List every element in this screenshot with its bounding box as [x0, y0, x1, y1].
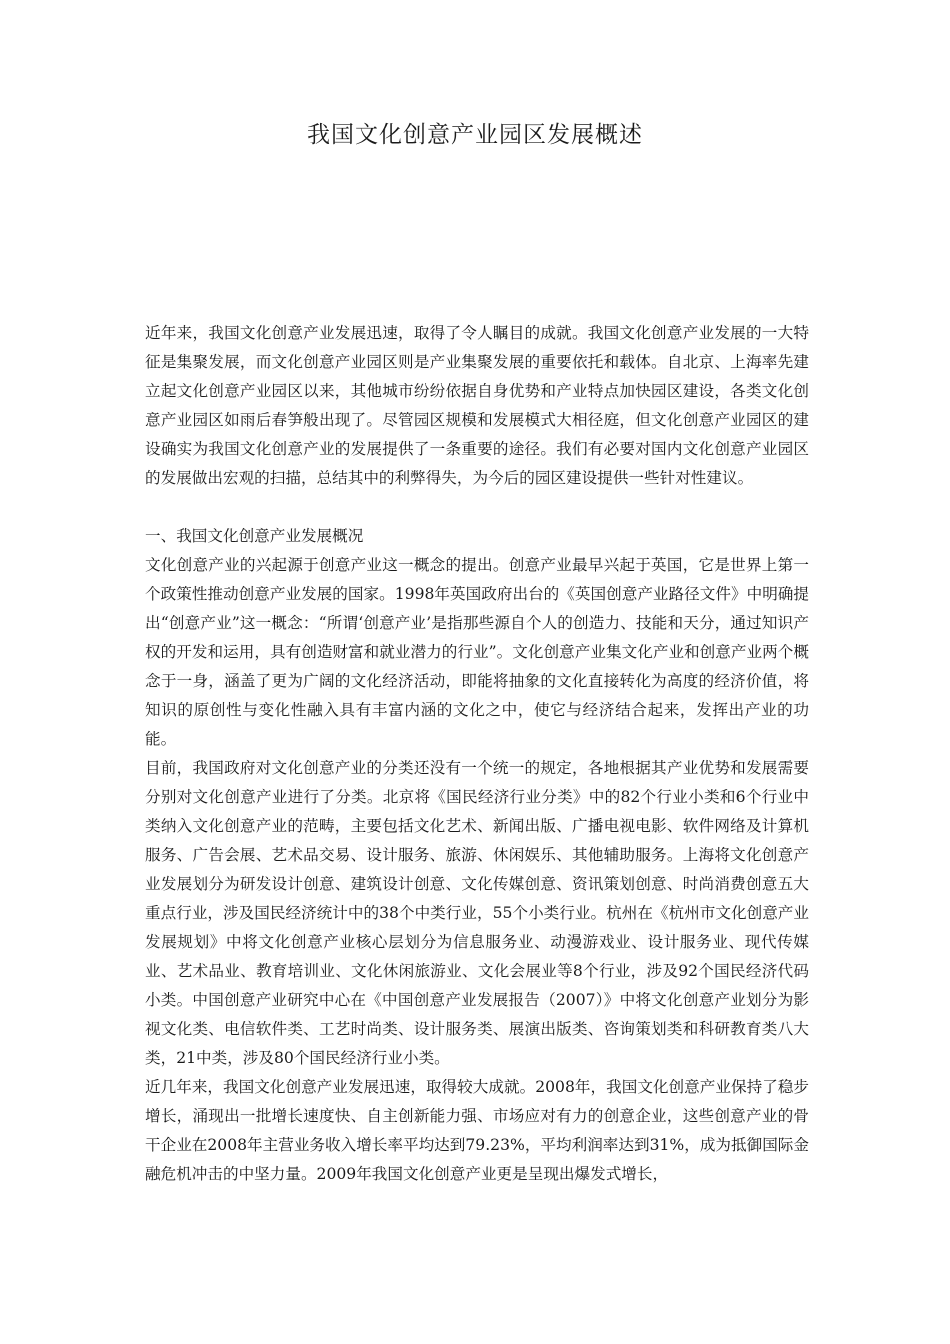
- paragraph-origin: 文化创意产业的兴起源于创意产业这一概念的提出。创意产业最早兴起于英国，它是世界上第一个政策性推动创意产业发展的国家。1998年英国政府出台的《英国创意产业路径文件》中明确提出“创意产业”这一概念：“所谓‘创意产业’是指那些源自个人的创造力、技能和天分，通过知识产权的开发和运用，具有创造财富和就业潜力的行业”。文化创意产业集文化产业和创意产业两个概念于一身，涵盖了更为广阔的文化经济活动，即能将抽象的文化直接转化为高度的经济价值，将知识的原创性与变化性融入具有丰富内涵的文化之中，使它与经济结合起来，发挥出产业的功能。: [145, 556, 809, 748]
- section-heading-1: 一、我国文化创意产业发展概况: [145, 527, 364, 545]
- paragraph-development: 近几年来，我国文化创意产业发展迅速，取得较大成就。2008年，我国文化创意产业保持了稳步增长，涌现出一批增长速度快、自主创新能力强、市场应对有力的创意企业，这些创意产业的骨干企业在2008年主营业务收入增长率平均达到79.23%，平均利润率达到31%，成为抵御国际金融危机冲击的中坚力量。2009年我国文化创意产业更是呈现出爆发式增长，: [145, 1078, 809, 1183]
- paragraph-classification: 目前，我国政府对文化创意产业的分类还没有一个统一的规定，各地根据其产业优势和发展需要分别对文化创意产业进行了分类。北京将《国民经济行业分类》中的82个行业小类和6个行业中类纳入文化创意产业的范畴，主要包括文化艺术、新闻出版、广播电视电影、软件网络及计算机服务、广告会展、艺术品交易、设计服务、旅游、休闲娱乐、其他辅助服务。上海将文化创意产业发展划分为研发设计创意、建筑设计创意、文化传媒创意、资讯策划创意、时尚消费创意五大重点行业，涉及国民经济统计中的38个中类行业，55个小类行业。杭州在《杭州市文化创意产业发展规划》中将文化创意产业核心层划分为信息服务业、动漫游戏业、设计服务业、现代传媒业、艺术品业、教育培训业、文化休闲旅游业、文化会展业等8个行业，涉及92个国民经济代码小类。中国创意产业研究中心在《中国创意产业发展报告（2007）》中将文化创意产业划分为影视文化类、电信软件类、工艺时尚类、设计服务类、展演出版类、咨询策划类和科研教育类八大类，21中类，涉及80个国民经济行业小类。: [145, 759, 809, 1067]
- document-title: 我国文化创意产业园区发展概述: [307, 122, 643, 148]
- document-body: [145, 319, 809, 1189]
- paragraph-intro: 近年来，我国文化创意产业发展迅速，取得了令人瞩目的成就。我国文化创意产业发展的一大特征是集聚发展，而文化创意产业园区则是产业集聚发展的重要依托和载体。自北京、上海率先建立起文化创意产业园区以来，其他城市纷纷依据自身优势和产业特点加快园区建设，各类文化创意产业园区如雨后春笋般出现了。尽管园区规模和发展模式大相径庭，但文化创意产业园区的建设确实为我国文化创意产业的发展提供了一条重要的途径。我们有必要对国内文化创意产业园区的发展做出宏观的扫描，总结其中的利弊得失，为今后的园区建设提供一些针对性建议。: [145, 324, 809, 487]
